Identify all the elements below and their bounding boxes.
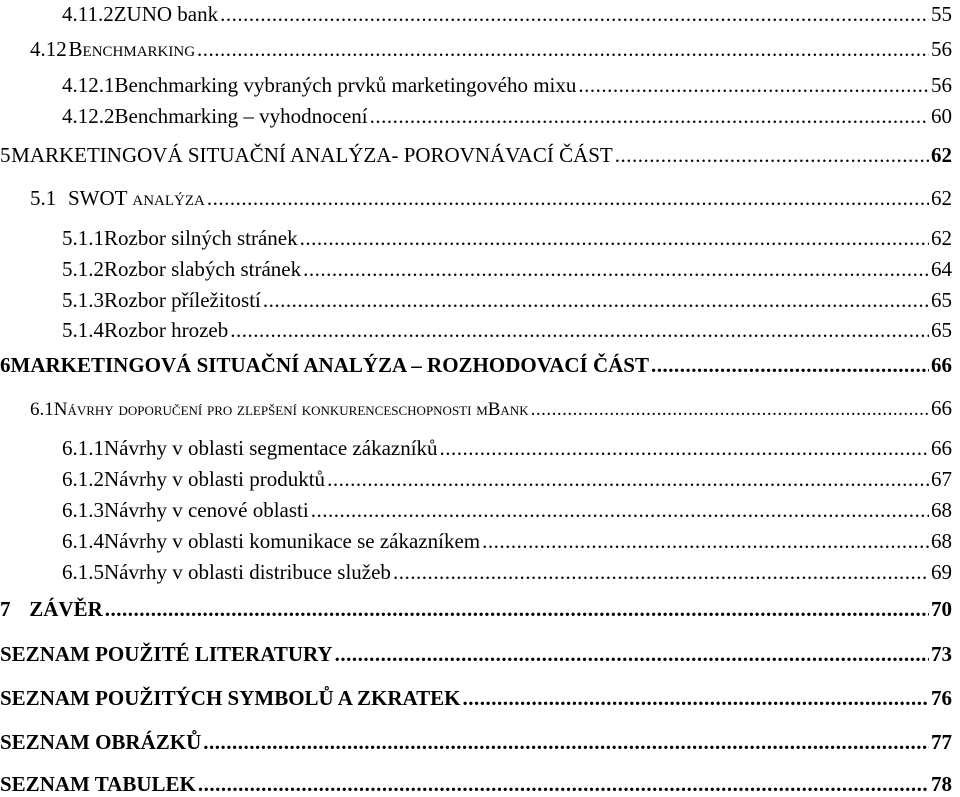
dot-leader	[393, 560, 929, 585]
toc-entry-number: 6.1.5	[62, 560, 104, 584]
toc-entry-title: SEZNAM TABULEK	[0, 772, 196, 796]
toc-entry-number: 4.11.2	[62, 2, 114, 26]
toc-entry-title: SWOT analýza	[68, 186, 205, 210]
toc-entry-title: SEZNAM POUŽITÝCH SYMBOLŮ A ZKRATEK	[0, 686, 461, 710]
toc-entry-number: 7	[0, 597, 11, 621]
toc-entry-page: 69	[931, 560, 952, 584]
toc-entry-title: SEZNAM OBRÁZKŮ	[0, 730, 202, 754]
toc-entry-number: 5.1.4	[62, 318, 104, 342]
toc-entry-page: 66	[931, 436, 952, 460]
toc-entry-page: 56	[931, 37, 952, 61]
toc-entry-page: 66	[931, 396, 952, 420]
toc-entry-page: 56	[931, 73, 952, 97]
toc-entry-title: MARKETINGOVÁ SITUAČNÍ ANALÝZA- POROVNÁVACÍ ČÁST	[11, 143, 613, 167]
toc-entry[interactable]	[0, 37, 952, 62]
dot-leader	[651, 353, 929, 378]
toc-entry-number: 5	[0, 143, 11, 167]
toc-entry[interactable]	[0, 467, 952, 492]
dot-leader	[440, 436, 929, 461]
dot-leader	[578, 73, 929, 98]
toc-backmatter-entry[interactable]	[0, 642, 952, 667]
toc-entry-title: Návrhy v oblasti produktů	[104, 467, 326, 491]
toc-entry-page: 77	[931, 730, 952, 754]
toc-entry-number: 5.1.2	[62, 257, 104, 281]
dot-leader	[303, 257, 929, 282]
toc-entry-number: 5.1.3	[62, 288, 104, 312]
toc-entry[interactable]	[0, 186, 952, 211]
toc-entry-page: 62	[931, 226, 952, 250]
toc-entry-page: 70	[931, 597, 952, 621]
toc-entry-number: 6.1.1	[62, 436, 104, 460]
toc-entry-page: 55	[931, 2, 952, 26]
toc-entry-number: 4.12.1	[62, 73, 115, 97]
toc-entry-number: 6.1.3	[62, 498, 104, 522]
toc-entry[interactable]	[0, 396, 952, 421]
toc-entry-title: ZÁVĚR	[29, 597, 103, 621]
toc-entry-title: Benchmarking vybraných prvků marketingového mixu	[114, 73, 577, 97]
dot-leader	[207, 186, 929, 211]
dot-leader	[311, 498, 929, 523]
dot-leader	[198, 772, 929, 797]
toc-entry-title: MARKETINGOVÁ SITUAČNÍ ANALÝZA – ROZHODOVACÍ ČÁST	[10, 353, 649, 377]
toc-entry-title: Návrhy v oblasti komunikace se zákazníkem	[104, 529, 481, 553]
toc-entry-title: Návrhy doporučení pro zlepšení konkurenceschopnosti mBank	[53, 399, 529, 420]
toc-entry-page: 60	[931, 104, 952, 128]
toc-entry-number: 6.1.4	[62, 529, 104, 553]
toc-entry-page: 73	[931, 642, 952, 666]
dot-leader	[335, 642, 929, 667]
toc-entry[interactable]	[0, 2, 952, 27]
toc-entry[interactable]	[0, 73, 952, 98]
dot-leader	[327, 467, 929, 492]
toc-entry-title: Rozbor silných stránek	[104, 226, 298, 250]
dot-leader	[197, 37, 929, 62]
dot-leader	[263, 288, 929, 313]
toc-entry-page: 66	[931, 353, 952, 377]
dot-leader	[370, 104, 929, 129]
dot-leader	[230, 318, 929, 343]
toc-chapter-entry[interactable]	[0, 143, 952, 168]
toc-chapter-entry[interactable]	[0, 353, 952, 378]
toc-entry[interactable]	[0, 288, 952, 313]
toc-entry-number: 5.1.1	[62, 226, 104, 250]
toc-entry-page: 65	[931, 288, 952, 312]
toc-entry-page: 64	[931, 257, 952, 281]
toc-entry-page: 62	[931, 143, 952, 167]
toc-entry[interactable]	[0, 318, 952, 343]
toc-entry-number: 4.12.2	[62, 104, 115, 128]
dot-leader	[531, 399, 929, 421]
toc-backmatter-entry[interactable]	[0, 772, 952, 797]
toc-entry-title: Návrhy v oblasti distribuce služeb	[104, 560, 391, 584]
dot-leader	[220, 2, 929, 27]
toc-chapter-entry[interactable]	[0, 597, 952, 622]
toc-entry[interactable]	[0, 436, 952, 461]
toc-entry-title: Rozbor příležitostí	[104, 288, 261, 312]
toc-entry-title: Rozbor slabých stránek	[104, 257, 302, 281]
toc-entry-number: 5.1	[30, 186, 57, 210]
toc-entry-page: 65	[931, 318, 952, 342]
toc-entry-title: Benchmarking	[68, 37, 196, 61]
toc-entry-number: 6.1	[30, 399, 54, 420]
toc-entry-title: Návrhy v oblasti segmentace zákazníků	[104, 436, 438, 460]
toc-entry[interactable]	[0, 104, 952, 129]
dot-leader	[105, 597, 929, 622]
toc-entry-page: 68	[931, 498, 952, 522]
toc-entry-number: 4.12	[30, 37, 67, 61]
toc-backmatter-entry[interactable]	[0, 686, 952, 711]
toc-entry-page: 67	[931, 467, 952, 491]
dot-leader	[300, 226, 929, 251]
toc-entry[interactable]	[0, 498, 952, 523]
toc-entry[interactable]	[0, 529, 952, 554]
dot-leader	[482, 529, 929, 554]
dot-leader	[615, 143, 929, 168]
toc-entry-number: 6	[0, 353, 11, 377]
toc-entry-page: 76	[931, 686, 952, 710]
toc-entry-title: ZUNO bank	[113, 2, 219, 26]
toc-entry-page: 62	[931, 186, 952, 210]
toc-entry[interactable]	[0, 226, 952, 251]
toc-entry[interactable]	[0, 560, 952, 585]
dot-leader	[203, 730, 929, 755]
toc-entry[interactable]	[0, 257, 952, 282]
toc-backmatter-entry[interactable]	[0, 730, 952, 755]
toc-entry-title: Rozbor hrozeb	[104, 318, 229, 342]
toc-entry-title: SEZNAM POUŽITÉ LITERATURY	[0, 642, 333, 666]
toc-entry-title: Návrhy v cenové oblasti	[104, 498, 309, 522]
dot-leader	[463, 686, 929, 711]
toc-entry-page: 78	[931, 772, 952, 796]
toc-entry-number: 6.1.2	[62, 467, 104, 491]
toc-entry-title: Benchmarking – vyhodnocení	[114, 104, 368, 128]
toc-entry-page: 68	[931, 529, 952, 553]
